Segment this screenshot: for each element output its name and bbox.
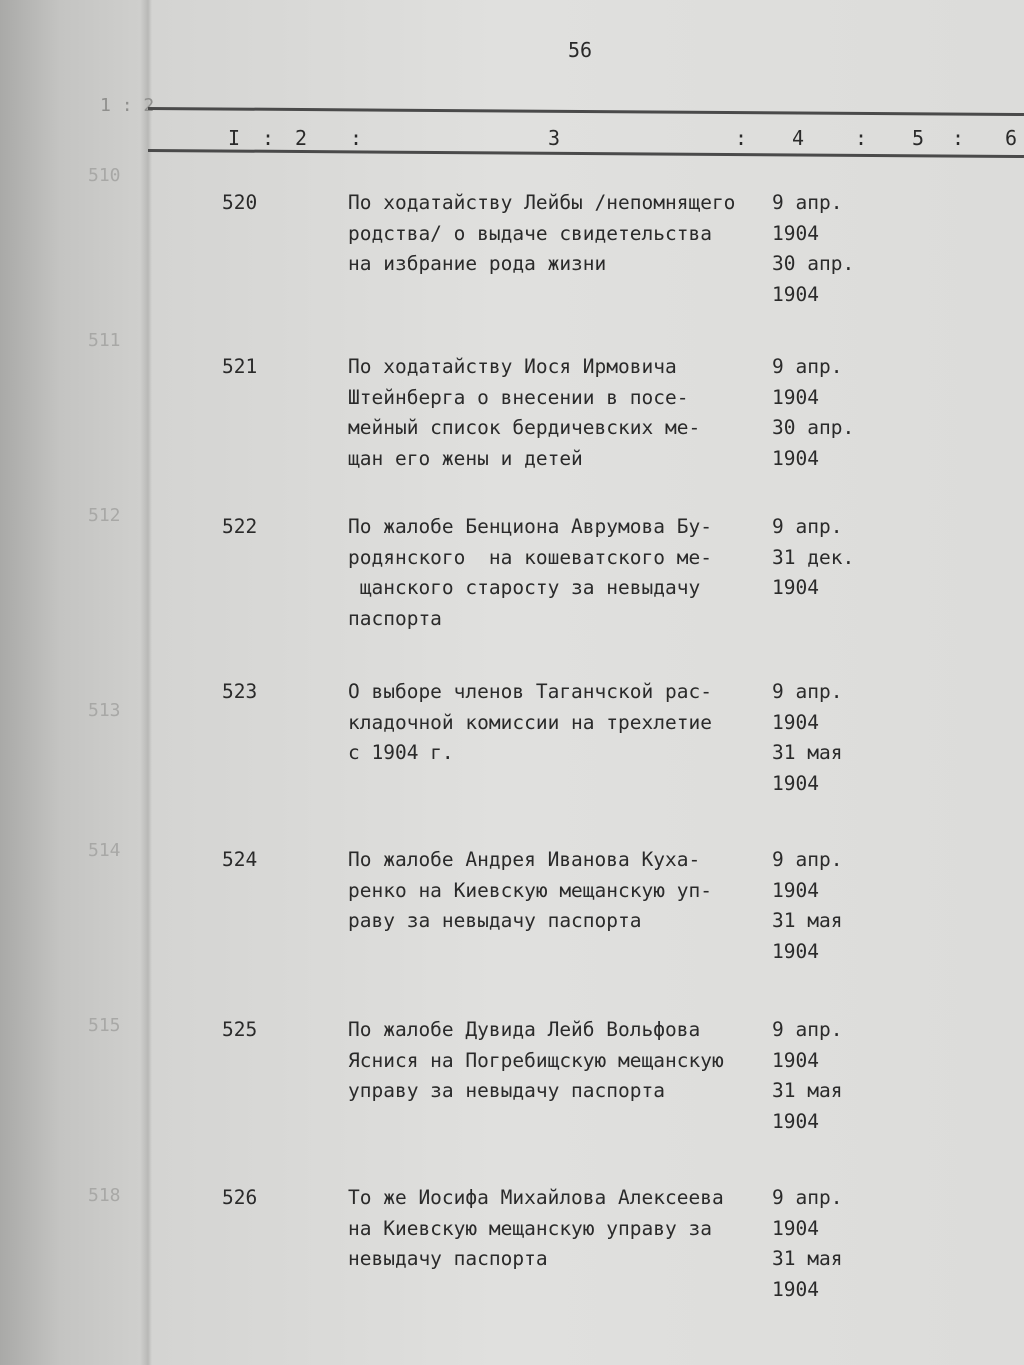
description-line: управу за невыдачу паспорта	[348, 1079, 665, 1102]
col-sep: :	[735, 126, 748, 150]
description-line: кладочной комиссии на трехлетие	[348, 710, 712, 734]
case-description	[348, 845, 712, 937]
date-line: 9 апр.	[772, 191, 843, 214]
date-line: 31 дек.	[772, 545, 855, 569]
date-line: 1904	[772, 1109, 819, 1133]
case-number: 520	[222, 191, 258, 214]
case-dates	[772, 352, 854, 474]
col-sep: :	[855, 126, 868, 150]
col-header: I	[228, 126, 241, 150]
date-line: 31 мая	[772, 1247, 843, 1270]
case-dates	[772, 1183, 842, 1305]
description-line: родства/ о выдаче свидетельства	[348, 221, 712, 245]
date-line: 1904	[772, 385, 819, 409]
left-page-number: 518	[88, 1185, 121, 1206]
left-header-2: 2	[143, 95, 155, 116]
left-page-number: 514	[88, 840, 121, 861]
description-line: на избрание рода жизни	[348, 252, 607, 275]
left-header-sep: :	[121, 95, 133, 116]
header-top-rule	[148, 107, 1024, 116]
description-line: мейный список бердичевских ме-	[348, 416, 701, 439]
left-page-number: 515	[88, 1015, 121, 1036]
left-page-header	[100, 95, 154, 116]
date-line: 1904	[772, 576, 819, 599]
description-line: щанского старосту за невыдачу	[348, 576, 701, 599]
left-page-number: 513	[88, 700, 121, 721]
left-header-1: 1	[100, 95, 111, 116]
date-line: 1904	[772, 1216, 819, 1240]
description-line: По жалобе Дувида Лейб Вольфова	[348, 1018, 701, 1041]
description-line: паспорта	[348, 606, 442, 630]
col-sep: :	[262, 126, 275, 150]
case-dates	[772, 512, 854, 604]
case-description	[348, 677, 712, 769]
col-header: 4	[792, 126, 805, 150]
case-description	[348, 188, 735, 280]
description-line: По жалобе Бенциона Аврумова Бу-	[348, 515, 712, 538]
description-line: По жалобе Андрея Иванова Куха-	[348, 848, 701, 871]
description-line: То же Иосифа Михайлова Алексеева	[348, 1186, 724, 1209]
case-description	[348, 1183, 724, 1275]
case-dates	[772, 1015, 842, 1137]
description-line: с 1904 г.	[348, 741, 454, 764]
case-number: 523	[222, 680, 258, 703]
case-description	[348, 512, 712, 634]
case-number: 526	[222, 1186, 258, 1209]
date-line: 1904	[772, 710, 819, 734]
description-line: родянского на кошеватского ме-	[348, 545, 712, 569]
date-line: 31 мая	[772, 909, 843, 932]
col-header: 2	[295, 126, 308, 150]
left-page-number: 511	[88, 330, 121, 351]
left-page-number: 510	[88, 165, 121, 186]
date-line: 1904	[772, 221, 819, 245]
left-page-number: 512	[88, 505, 121, 526]
case-number: 521	[222, 355, 258, 378]
date-line: 31 мая	[772, 741, 843, 764]
case-number: 524	[222, 848, 258, 871]
date-line: 1904	[772, 282, 819, 306]
description-line: на Киевскую мещанскую управу за	[348, 1216, 712, 1240]
date-line: 30 апр.	[772, 416, 855, 439]
case-description	[348, 1015, 724, 1107]
description-line: раву за невыдачу паспорта	[348, 909, 642, 932]
col-sep: :	[350, 126, 363, 150]
description-line: щан его жены и детей	[348, 446, 583, 470]
col-header: 3	[548, 126, 561, 150]
date-line: 9 апр.	[772, 1018, 843, 1041]
col-header: 5	[912, 126, 925, 150]
date-line: 1904	[772, 446, 819, 470]
date-line: 1904	[772, 771, 819, 795]
col-sep: :	[952, 126, 965, 150]
case-dates	[772, 845, 842, 967]
case-dates	[772, 188, 854, 310]
description-line: невыдачу паспорта	[348, 1247, 548, 1270]
date-line: 9 апр.	[772, 515, 843, 538]
case-dates	[772, 677, 842, 799]
description-line: Яснися на Погребищскую мещанскую	[348, 1048, 724, 1072]
col-header: 6	[1005, 126, 1018, 150]
date-line: 9 апр.	[772, 355, 843, 378]
description-line: О выборе членов Таганчской рас-	[348, 680, 712, 703]
date-line: 1904	[772, 878, 819, 902]
date-line: 9 апр.	[772, 1186, 843, 1209]
date-line: 31 мая	[772, 1079, 843, 1102]
description-line: По ходатайству Иося Ирмовича	[348, 355, 677, 378]
date-line: 1904	[772, 939, 819, 963]
case-number: 525	[222, 1018, 258, 1041]
page-number: 56	[568, 38, 593, 62]
header-bottom-rule	[148, 149, 1024, 158]
date-line: 1904	[772, 1277, 819, 1301]
date-line: 30 апр.	[772, 252, 855, 275]
case-number: 522	[222, 515, 258, 538]
date-line: 9 апр.	[772, 680, 843, 703]
description-line: ренко на Киевскую мещанскую уп-	[348, 878, 712, 902]
case-description	[348, 352, 700, 474]
date-line: 9 апр.	[772, 848, 843, 871]
description-line: Штейнберга о внесении в посе-	[348, 385, 689, 409]
description-line: По ходатайству Лейбы /непомнящего	[348, 191, 736, 214]
date-line: 1904	[772, 1048, 819, 1072]
